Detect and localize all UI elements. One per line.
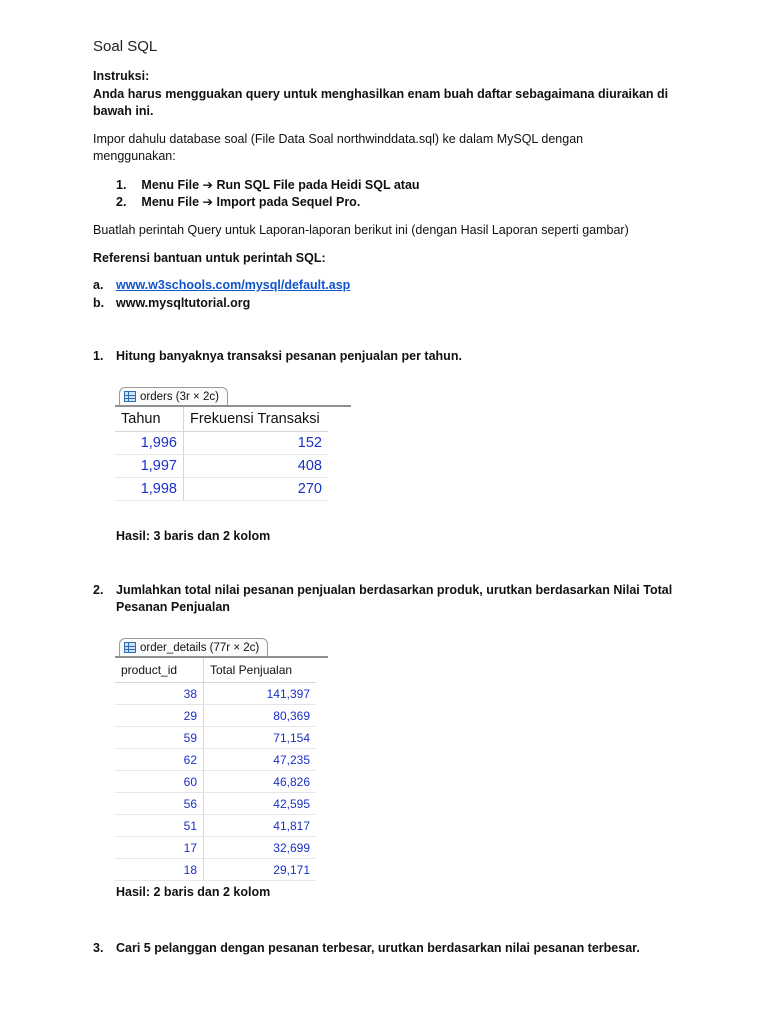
reference-letter-a: a. — [93, 278, 104, 292]
table-cell[interactable]: 152 — [184, 432, 329, 455]
table-cell[interactable]: 38 — [115, 683, 204, 705]
table-cell[interactable]: 60 — [115, 771, 204, 793]
table-cell[interactable]: 62 — [115, 749, 204, 771]
table-row — [115, 455, 328, 478]
question-1-text: Hitung banyaknya transaksi pesanan penjualan per tahun. — [116, 349, 462, 363]
create-query-text: Buatlah perintah Query untuk Laporan-laporan berikut ini (dengan Hasil Laporan seperti gambar) — [93, 223, 629, 237]
arrow-right-icon: ➔ — [202, 178, 214, 192]
table-cell[interactable]: 32,699 — [204, 837, 317, 859]
import-text: Impor dahulu database soal (File Data Soal northwinddata.sql) ke dalam MySQL dengan menggunakan: — [93, 132, 584, 163]
step-number: 2. — [116, 195, 127, 209]
table-cell[interactable]: 408 — [184, 455, 329, 478]
table-row — [115, 478, 328, 501]
table-cell[interactable]: 42,595 — [204, 793, 317, 815]
question-2-text — [116, 582, 696, 616]
step-number: 1. — [116, 178, 127, 192]
result-tab-order-details[interactable] — [119, 638, 268, 657]
table-cell[interactable]: 71,154 — [204, 727, 317, 749]
reference-link-w3schools[interactable]: www.w3schools.com/mysql/default.asp — [116, 278, 351, 292]
question-2-number: 2. — [93, 583, 104, 597]
step-action: Run SQL File pada Heidi SQL atau — [216, 178, 420, 192]
reference-heading: Referensi bantuan untuk perintah SQL: — [93, 251, 326, 265]
table-cell[interactable]: 29,171 — [204, 859, 317, 881]
question-1-result: Hasil: 3 baris dan 2 kolom — [116, 529, 271, 543]
table-row — [115, 815, 316, 837]
table-row — [115, 727, 316, 749]
table-cell[interactable]: 270 — [184, 478, 329, 501]
instructions-body: Anda harus mengguakan query untuk menghasilkan enam buah daftar sebagaimana diuraikan di bawah ini. — [93, 87, 669, 118]
table-cell[interactable]: 56 — [115, 793, 204, 815]
question-2-result: Hasil: 2 baris dan 2 kolom — [116, 885, 271, 899]
result-tab-label: orders (3r × 2c) — [140, 391, 219, 403]
column-header-frekuensi[interactable]: Frekuensi Transaksi — [184, 407, 329, 432]
column-header-tahun[interactable]: Tahun — [115, 407, 184, 432]
arrow-right-icon: ➔ — [202, 195, 214, 209]
table-icon — [124, 642, 136, 653]
column-header-total-penjualan[interactable]: Total Penjualan — [204, 658, 317, 683]
table-cell[interactable]: 59 — [115, 727, 204, 749]
table-cell[interactable]: 46,826 — [204, 771, 317, 793]
table-cell[interactable]: 41,817 — [204, 815, 317, 837]
table-row — [115, 683, 316, 705]
step-menu: Menu File — [141, 178, 200, 192]
question-3-number: 3. — [93, 941, 104, 955]
step-action: Import pada Sequel Pro. — [216, 195, 361, 209]
import-step-1 — [116, 177, 420, 194]
table-cell[interactable]: 29 — [115, 705, 204, 727]
question-2-text-line-2: Pesanan Penjualan — [116, 600, 230, 614]
table-cell[interactable]: 1,998 — [115, 478, 184, 501]
table-header-row — [115, 407, 328, 432]
column-header-product-id[interactable]: product_id — [115, 658, 204, 683]
result-tab-orders[interactable] — [119, 387, 228, 406]
table-row — [115, 705, 316, 727]
table-cell[interactable]: 80,369 — [204, 705, 317, 727]
table-cell[interactable]: 1,997 — [115, 455, 184, 478]
document-title: Soal SQL — [93, 38, 158, 55]
reference-letter-b: b. — [93, 296, 105, 310]
table-cell[interactable]: 47,235 — [204, 749, 317, 771]
table-icon — [124, 391, 136, 402]
import-step-2 — [116, 194, 360, 211]
question-3-text: Cari 5 pelanggan dengan pesanan terbesar, urutkan berdasarkan nilai pesanan terbesar. — [116, 941, 640, 955]
table-row — [115, 837, 316, 859]
instructions-heading: Instruksi: — [93, 69, 150, 83]
result-grid-order-details — [115, 634, 328, 877]
step-menu: Menu File — [141, 195, 200, 209]
result-tab-label: order_details (77r × 2c) — [140, 642, 260, 654]
question-1-number: 1. — [93, 349, 104, 363]
table-row — [115, 432, 328, 455]
table-header-row — [115, 658, 316, 683]
table-cell[interactable]: 51 — [115, 815, 204, 837]
table-row — [115, 771, 316, 793]
table-row — [115, 793, 316, 815]
table-cell[interactable]: 141,397 — [204, 683, 317, 705]
result-table — [115, 407, 328, 501]
question-2-text-line-1: Jumlahkan total nilai pesanan penjualan berdasarkan produk, urutkan berdasarkan Nilai Total — [116, 583, 673, 597]
result-table — [115, 658, 316, 881]
table-cell[interactable]: 18 — [115, 859, 204, 881]
table-cell[interactable]: 1,996 — [115, 432, 184, 455]
result-grid-orders — [115, 383, 351, 495]
table-row — [115, 859, 316, 881]
table-cell[interactable]: 17 — [115, 837, 204, 859]
table-row — [115, 749, 316, 771]
reference-text-mysqltutorial: www.mysqltutorial.org — [116, 296, 251, 310]
